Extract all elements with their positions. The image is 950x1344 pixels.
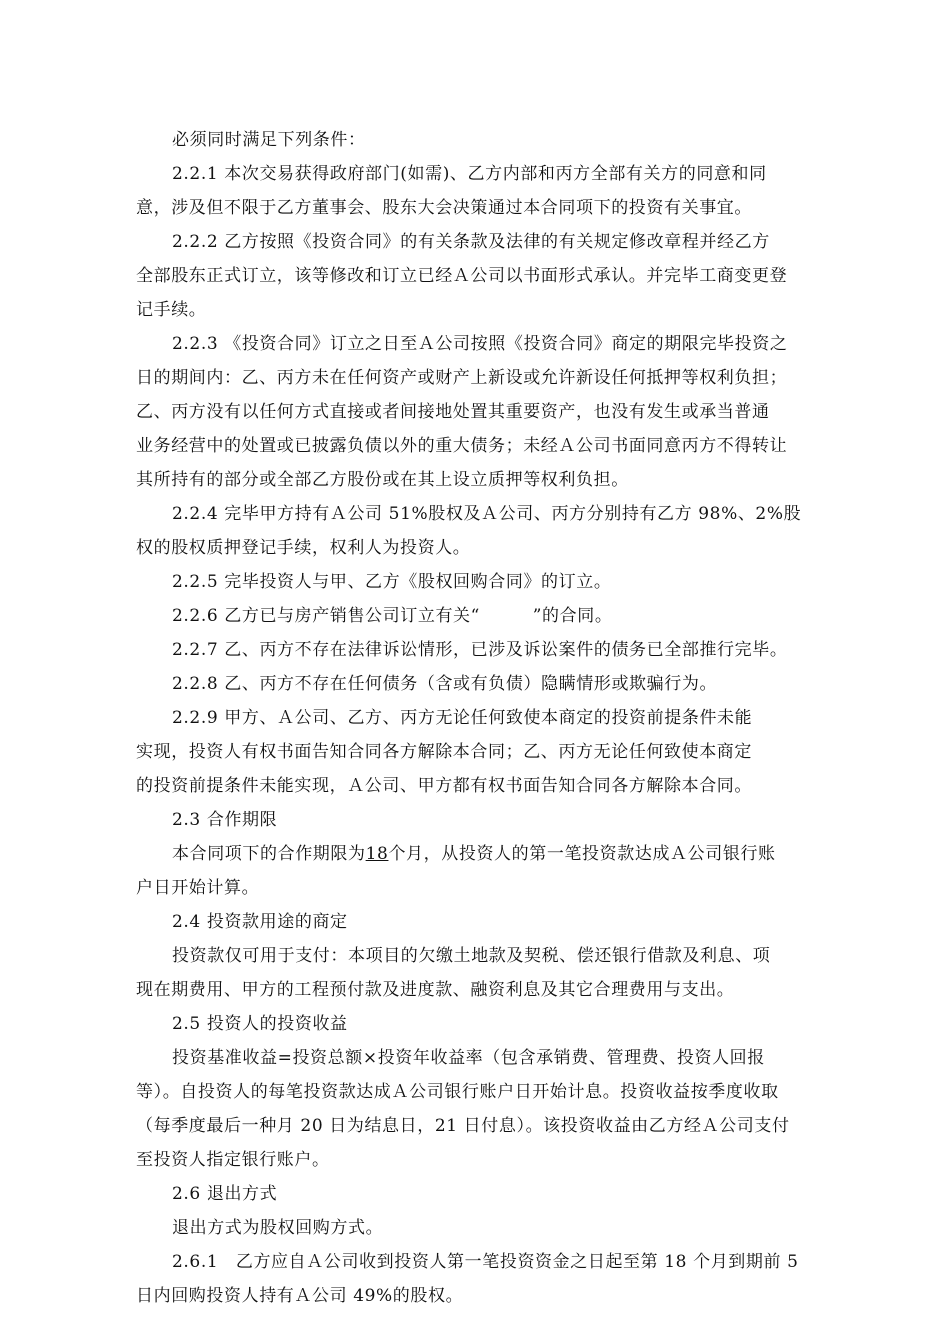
text-segment: 个月，从投资人的第一笔投资款达成Ａ公司银行账 [388,844,776,864]
text-line: 2.2.2 乙方按照《投资合同》的有关条款及法律的有关规定修改章程并经乙方 [172,232,770,252]
text-line: 2.2.6 乙方已与房产销售公司订立有关“ ”的合同。 [172,606,613,626]
text-line: 2.2.5 完毕投资人与甲、乙方《股权回购合同》的订立。 [172,572,612,592]
text-line: 2.2.9 甲方、Ａ公司、乙方、丙方无论任何致使本商定的投资前提条件未能 [172,708,753,728]
text-line: 2.2.1 本次交易获得政府部门(如需)、乙方内部和丙方全部有关方的同意和同 [172,164,767,184]
text-line: 2.2.7 乙、丙方不存在法律诉讼情形，已涉及诉讼案件的债务已全部推行完毕。 [172,640,788,660]
text-line: 全部股东正式订立，该等修改和订立已经Ａ公司以书面形式承认。并完毕工商变更登 [136,266,788,286]
text-line: （每季度最后一种月 20 日为结息日，21 日付息）。该投资收益由乙方经Ａ公司支付 [136,1116,790,1136]
text-line: 权的股权质押登记手续，权利人为投资人。 [136,538,471,558]
text-line: 意，涉及但不限于乙方董事会、股东大会决策通过本合同项下的投资有关事宜。 [136,198,752,218]
text-line: 户日开始计算。 [136,878,260,898]
text-line: 其所持有的部分或全部乙方股份或在其上设立质押等权利负担。 [136,470,629,490]
text-line: 记手续。 [136,300,207,320]
section-heading: 2.6 退出方式 [172,1184,278,1204]
text-line: 日的期间内：乙、丙方未在任何资产或财产上新设或允许新设任何抵押等权利负担； [136,368,788,388]
section-heading: 2.5 投资人的投资收益 [172,1014,348,1034]
text-line: 实现，投资人有权书面告知合同各方解除本合同；乙、丙方无论任何致使本商定 [136,742,752,762]
text-line: 2.6.1 乙方应自Ａ公司收到投资人第一笔投资资金之日起至第 18 个月到期前 5 [172,1252,799,1272]
text-line: 等）。自投资人的每笔投资款达成Ａ公司银行账户日开始计息。投资收益按季度收取 [136,1082,779,1102]
text-line: 2.2.8 乙、丙方不存在任何债务（含或有负债）隐瞒情形或欺骗行为。 [172,674,718,694]
text-line: 2.2.4 完毕甲方持有Ａ公司 51%股权及Ａ公司、丙方分别持有乙方 98%、2%股 [172,504,802,524]
text-line: 2.2.3 《投资合同》订立之日至Ａ公司按照《投资合同》商定的期限完毕投资之 [172,334,788,354]
section-heading: 2.3 合作期限 [172,810,278,830]
text-line: 现在期费用、甲方的工程预付款及进度款、融资利息及其它合理费用与支出。 [136,980,735,1000]
text-line: 乙、丙方没有以任何方式直接或者间接地处置其重要资产，也没有发生或承当普通 [136,402,770,422]
text-line: 退出方式为股权回购方式。 [172,1218,384,1238]
cooperation-term-value: 18 [365,844,389,864]
text-line: 投资款仅可用于支付：本项目的欠缴土地款及契税、偿还银行借款及利息、项 [172,946,771,966]
text-line: 至投资人指定银行账户。 [136,1150,330,1170]
section-heading: 2.4 投资款用途的商定 [172,912,348,932]
text-line: 业务经营中的处置或已披露负债以外的重大债务；未经Ａ公司书面同意丙方不得转让 [136,436,788,456]
text-line [172,842,776,866]
text-line: 投资基准收益=投资总额×投资年收益率（包含承销费、管理费、投资人回报 [172,1048,765,1068]
text-line: 的投资前提条件未能实现，Ａ公司、甲方都有权书面告知合同各方解除本合同。 [136,776,752,796]
text-line: 日内回购投资人持有Ａ公司 49%的股权。 [136,1286,464,1306]
text-line: 必须同时满足下列条件： [172,130,366,150]
text-segment: 本合同项下的合作期限为 [172,844,366,864]
